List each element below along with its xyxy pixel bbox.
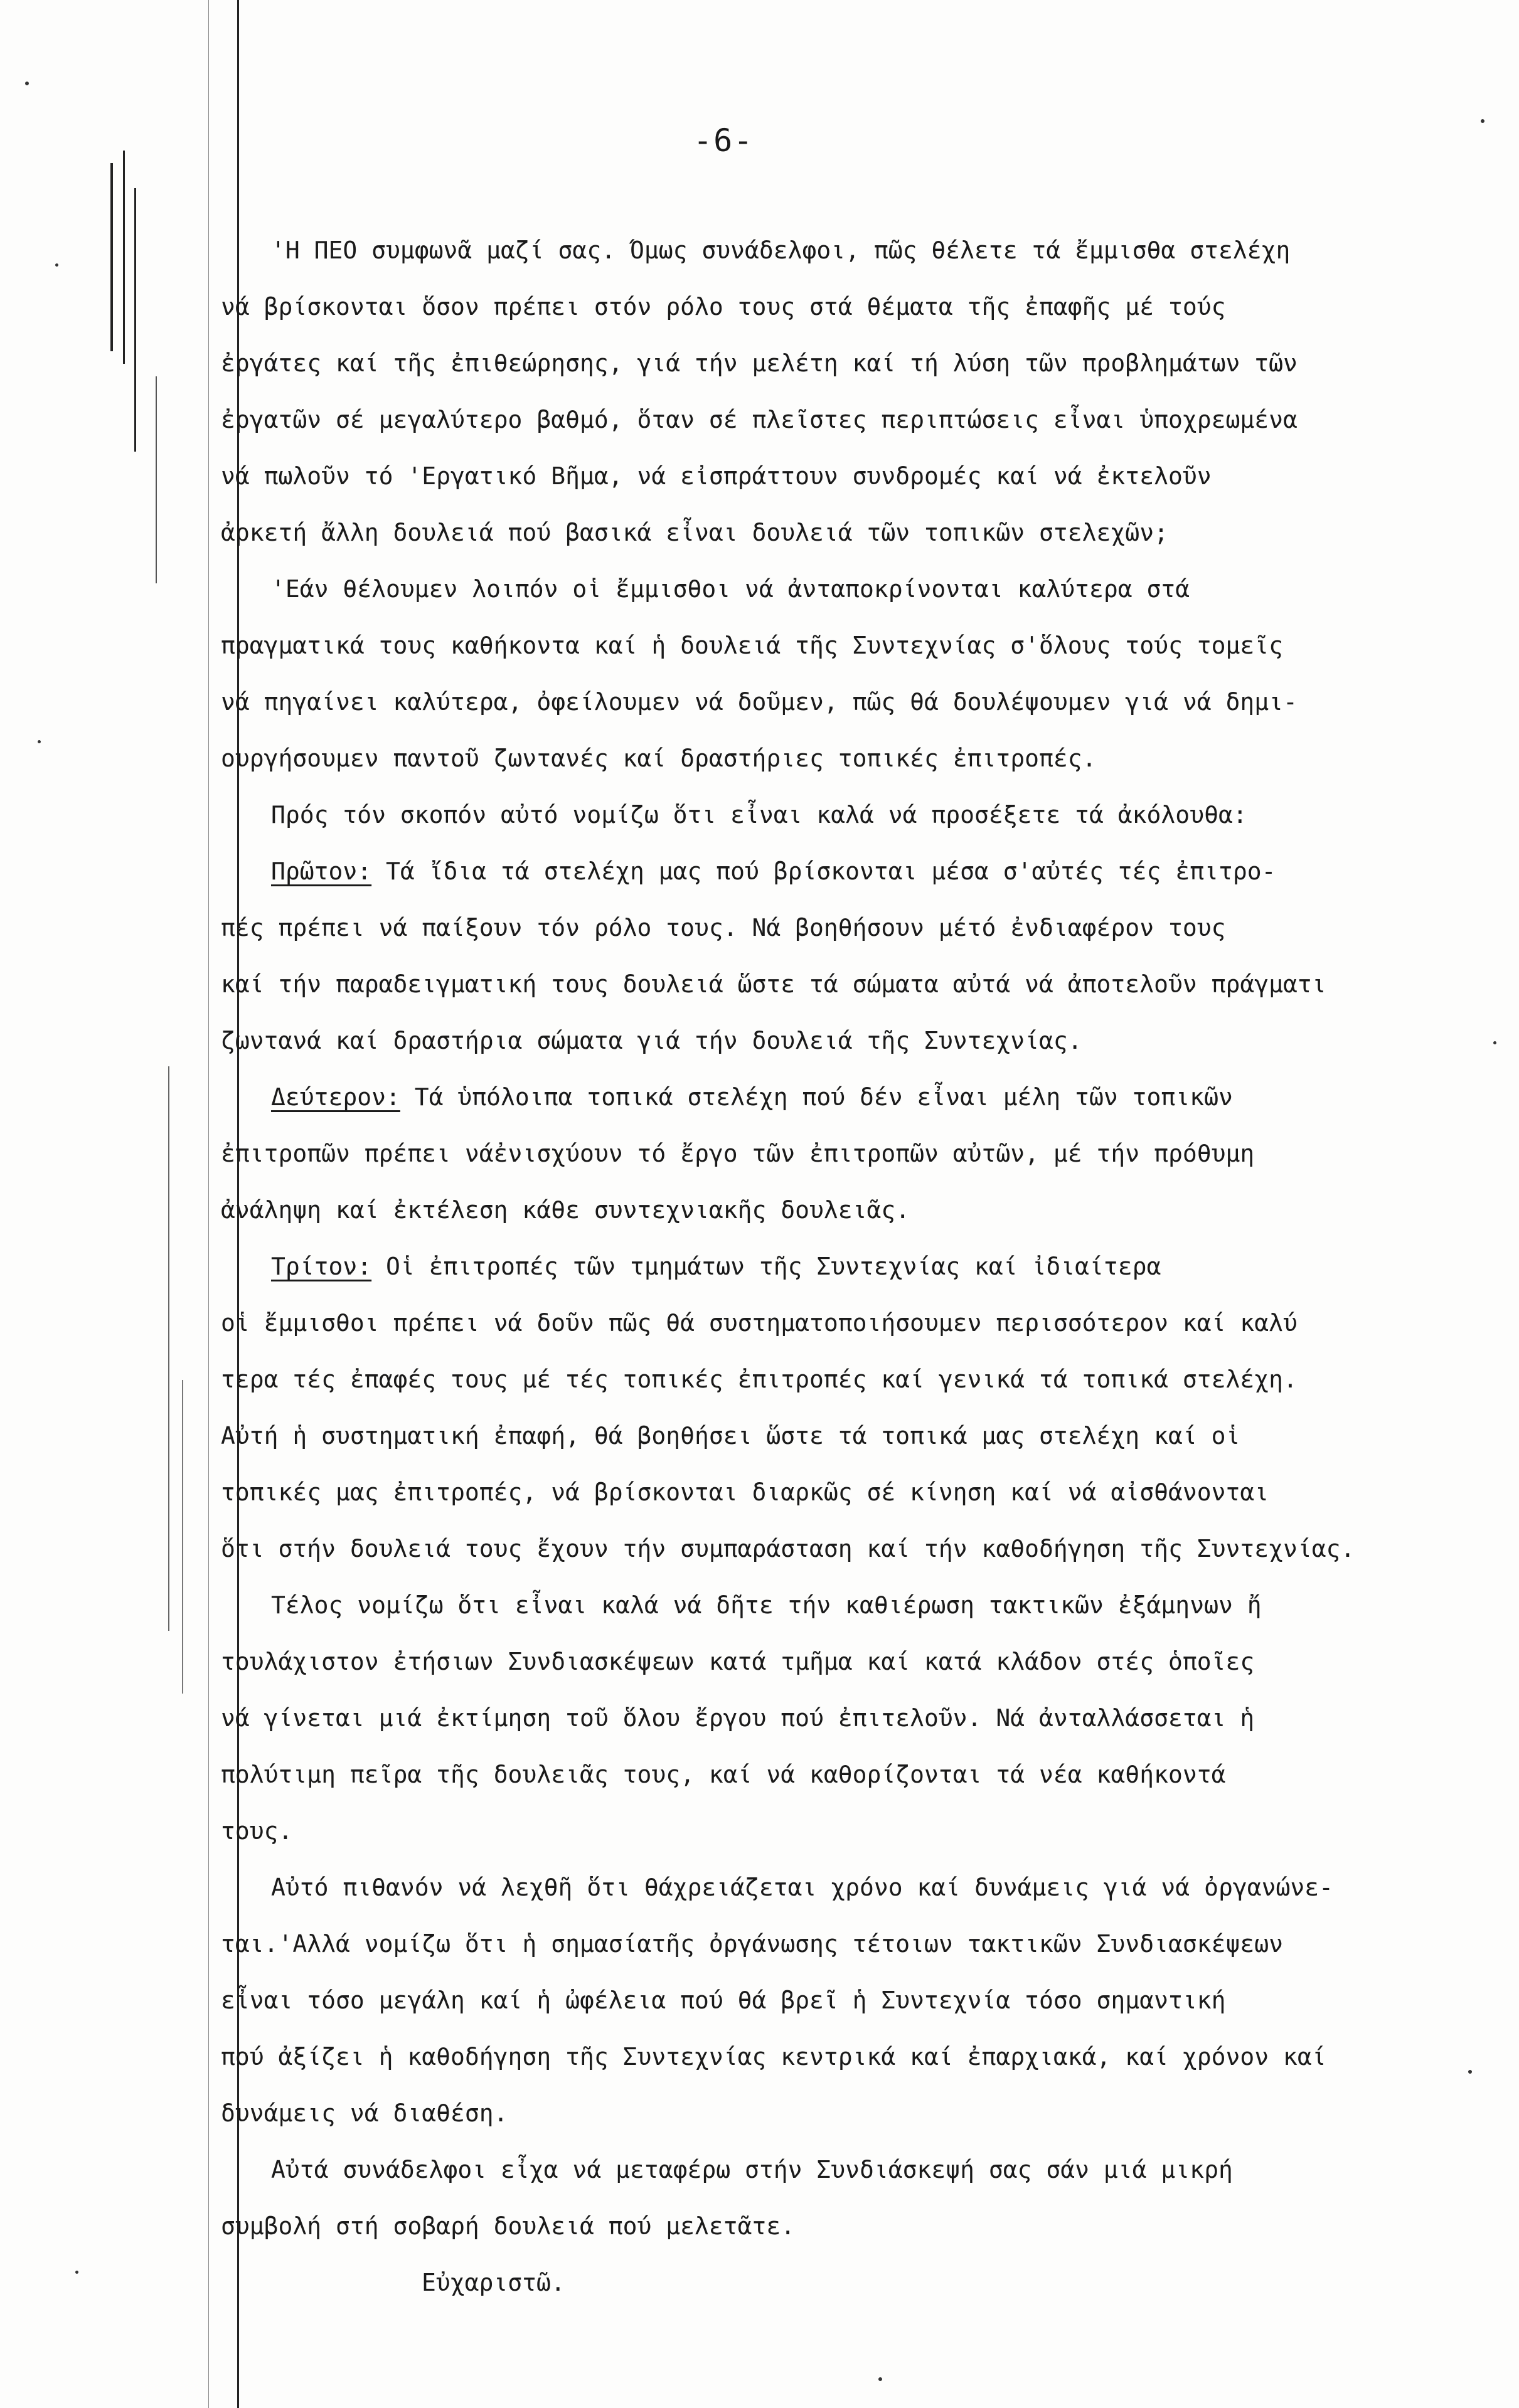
text-line: ζωντανά καί δραστήρια σώματα γιά τήν δουλειά τῆς Συντεχνίας. <box>221 1027 1082 1054</box>
text-line: ἐργάτες καί τῆς ἐπιθεώρησης, γιά τήν μελέτη καί τή λύση τῶν προβλημάτων τῶν <box>221 349 1298 377</box>
text-line: 'Η ΠΕΟ συμφωνᾶ μαζί σας. Όμως συνάδελφοι, πῶς θέλετε τά ἔμμισθα στελέχη <box>271 236 1291 264</box>
text-line: τους. <box>221 1817 293 1845</box>
text-line: καί τήν παραδειγματική τους δουλειά ὥστε τά σώματα αὐτά νά ἀποτελοῦν πράγματι <box>221 970 1326 998</box>
text-line: Πρῶτον: Τά ἴδια τά στελέχη μας πού βρίσκονται μέσα σ'αὐτές τές ἐπιτρο- <box>271 857 1276 885</box>
left-margin-rule-faint <box>208 0 209 2408</box>
text-line: νά γίνεται μιά ἐκτίμηση τοῦ ὅλου ἔργου πού ἐπιτελοῦν. Νά ἀνταλλάσσεται ἡ <box>221 1704 1255 1732</box>
text-line: πραγματικά τους καθήκοντα καί ἡ δουλειά τῆς Συντεχνίας σ'ὅλους τούς τομεῖς <box>221 632 1283 659</box>
text-line: συμβολή στή σοβαρή δουλειά πού μελετᾶτε. <box>221 2212 796 2240</box>
text-line: Πρός τόν σκοπόν αὐτό νομίζω ὅτι εἶναι καλά νά προσέξετε τά ἀκόλουθα: <box>271 801 1247 829</box>
text-line: οἱ ἔμμισθοι πρέπει νά δοῦν πῶς θά συστηματοποιήσουμεν περισσότερον καί καλύ <box>221 1309 1298 1337</box>
scan-speck <box>878 2377 882 2381</box>
scan-mark <box>134 188 136 452</box>
text-line: εἶναι τόσο μεγάλη καί ἡ ὠφέλεια πού θά βρεῖ ἡ Συντεχνία τόσο σημαντική <box>221 1986 1226 2014</box>
text-line: τουλάχιστον ἐτήσιων Συνδιασκέψεων κατά τμῆμα καί κατά κλάδον στές ὁποῖες <box>221 1648 1255 1675</box>
scan-mark <box>156 376 157 583</box>
text-line: πού ἀξίζει ἡ καθοδήγηση τῆς Συντεχνίας κεντρικά καί ἐπαρχιακά, καί χρόνον καί <box>221 2043 1326 2071</box>
text-line: τερα τές ἐπαφές τους μέ τές τοπικές ἐπιτροπές καί γενικά τά τοπικά στελέχη. <box>221 1366 1298 1393</box>
scan-mark <box>182 1380 183 1694</box>
text-line: ται.'Αλλά νομίζω ὅτι ἡ σημασίατῆς ὀργάνωσης τέτοιων τακτικῶν Συνδιασκέψεων <box>221 1930 1283 1958</box>
text-line: νά πηγαίνει καλύτερα, ὀφείλουμεν νά δοῦμεν, πῶς θά δουλέψουμεν γιά νά δημι- <box>221 688 1298 716</box>
text-line: 'Εάν θέλουμεν λοιπόν οἱ ἔμμισθοι νά ἀνταποκρίνονται καλύτερα στά <box>271 575 1190 603</box>
scan-speck <box>55 263 58 267</box>
scan-speck <box>1468 2070 1472 2074</box>
text-line: νά πωλοῦν τό 'Εργατικό Βῆμα, νά εἰσπράττουν συνδρομές καί νά ἐκτελοῦν <box>221 462 1212 490</box>
text-line: ουργήσουμεν παντοῦ ζωντανές καί δραστήριες τοπικές ἐπιτροπές. <box>221 745 1097 772</box>
text-line: Τρίτον: Οἱ ἐπιτροπές τῶν τμημάτων τῆς Συντεχνίας καί ἰδιαίτερα <box>271 1253 1161 1280</box>
text-line: Τέλος νομίζω ὅτι εἶναι καλά νά δῆτε τήν καθιέρωση τακτικῶν ἐξάμηνων ἤ <box>271 1591 1262 1619</box>
scan-speck <box>1493 1041 1496 1044</box>
text-line: πολύτιμη πεῖρα τῆς δουλειᾶς τους, καί νά καθορίζονται τά νέα καθήκοντά <box>221 1761 1226 1788</box>
text-line: πές πρέπει νά παίξουν τόν ρόλο τους. Νά βοηθήσουν μέτό ἐνδιαφέρον τους <box>221 914 1226 941</box>
scan-speck <box>25 82 29 85</box>
text-line: Αὐτή ἡ συστηματική ἐπαφή, θά βοηθήσει ὥστε τά τοπικά μας στελέχη καί οἱ <box>221 1422 1240 1450</box>
text-line: Εὐχαριστῶ. <box>422 2269 565 2296</box>
scan-speck <box>38 740 41 743</box>
scan-mark <box>110 163 113 351</box>
text-line: ἐπιτροπῶν πρέπει νάἐνισχύουν τό ἔργο τῶν ἐπιτροπῶν αὐτῶν, μέ τήν πρόθυμη <box>221 1140 1255 1167</box>
text-line: Δεύτερον: Τά ὑπόλοιπα τοπικά στελέχη πού δέν εἶναι μέλη τῶν τοπικῶν <box>271 1083 1233 1111</box>
scan-speck <box>1481 119 1484 123</box>
text-line: δυνάμεις νά διαθέση. <box>221 2099 508 2127</box>
text-line: νά βρίσκονται ὅσον πρέπει στόν ρόλο τους στά θέματα τῆς ἐπαφῆς μέ τούς <box>221 293 1226 321</box>
text-line: ἀρκετή ἄλλη δουλειά πού βασικά εἶναι δουλειά τῶν τοπικῶν στελεχῶν; <box>221 519 1168 546</box>
text-line: ὅτι στήν δουλειά τους ἔχουν τήν συμπαράσταση καί τήν καθοδήγηση τῆς Συντεχνίας. <box>221 1535 1355 1562</box>
scan-speck <box>75 2271 78 2274</box>
scan-mark <box>123 151 125 364</box>
page-number: -6- <box>693 122 754 159</box>
scan-mark <box>168 1066 169 1631</box>
text-line: τοπικές μας ἐπιτροπές, νά βρίσκονται διαρκῶς σέ κίνηση καί νά αἰσθάνονται <box>221 1478 1269 1506</box>
text-line: ἀνάληψη καί ἐκτέλεση κάθε συντεχνιακῆς δουλειᾶς. <box>221 1196 910 1224</box>
text-line: Αὐτά συνάδελφοι εἶχα νά μεταφέρω στήν Συνδιάσκεψή σας σάν μιά μικρή <box>271 2156 1233 2183</box>
text-line: Αὐτό πιθανόν νά λεχθῆ ὅτι θάχρειάζεται χρόνο καί δυνάμεις γιά νά ὀργανώνε- <box>271 1874 1333 1901</box>
text-line: ἐργατῶν σέ μεγαλύτερο βαθμό, ὅταν σέ πλεῖστες περιπτώσεις εἶναι ὑποχρεωμένα <box>221 406 1298 433</box>
